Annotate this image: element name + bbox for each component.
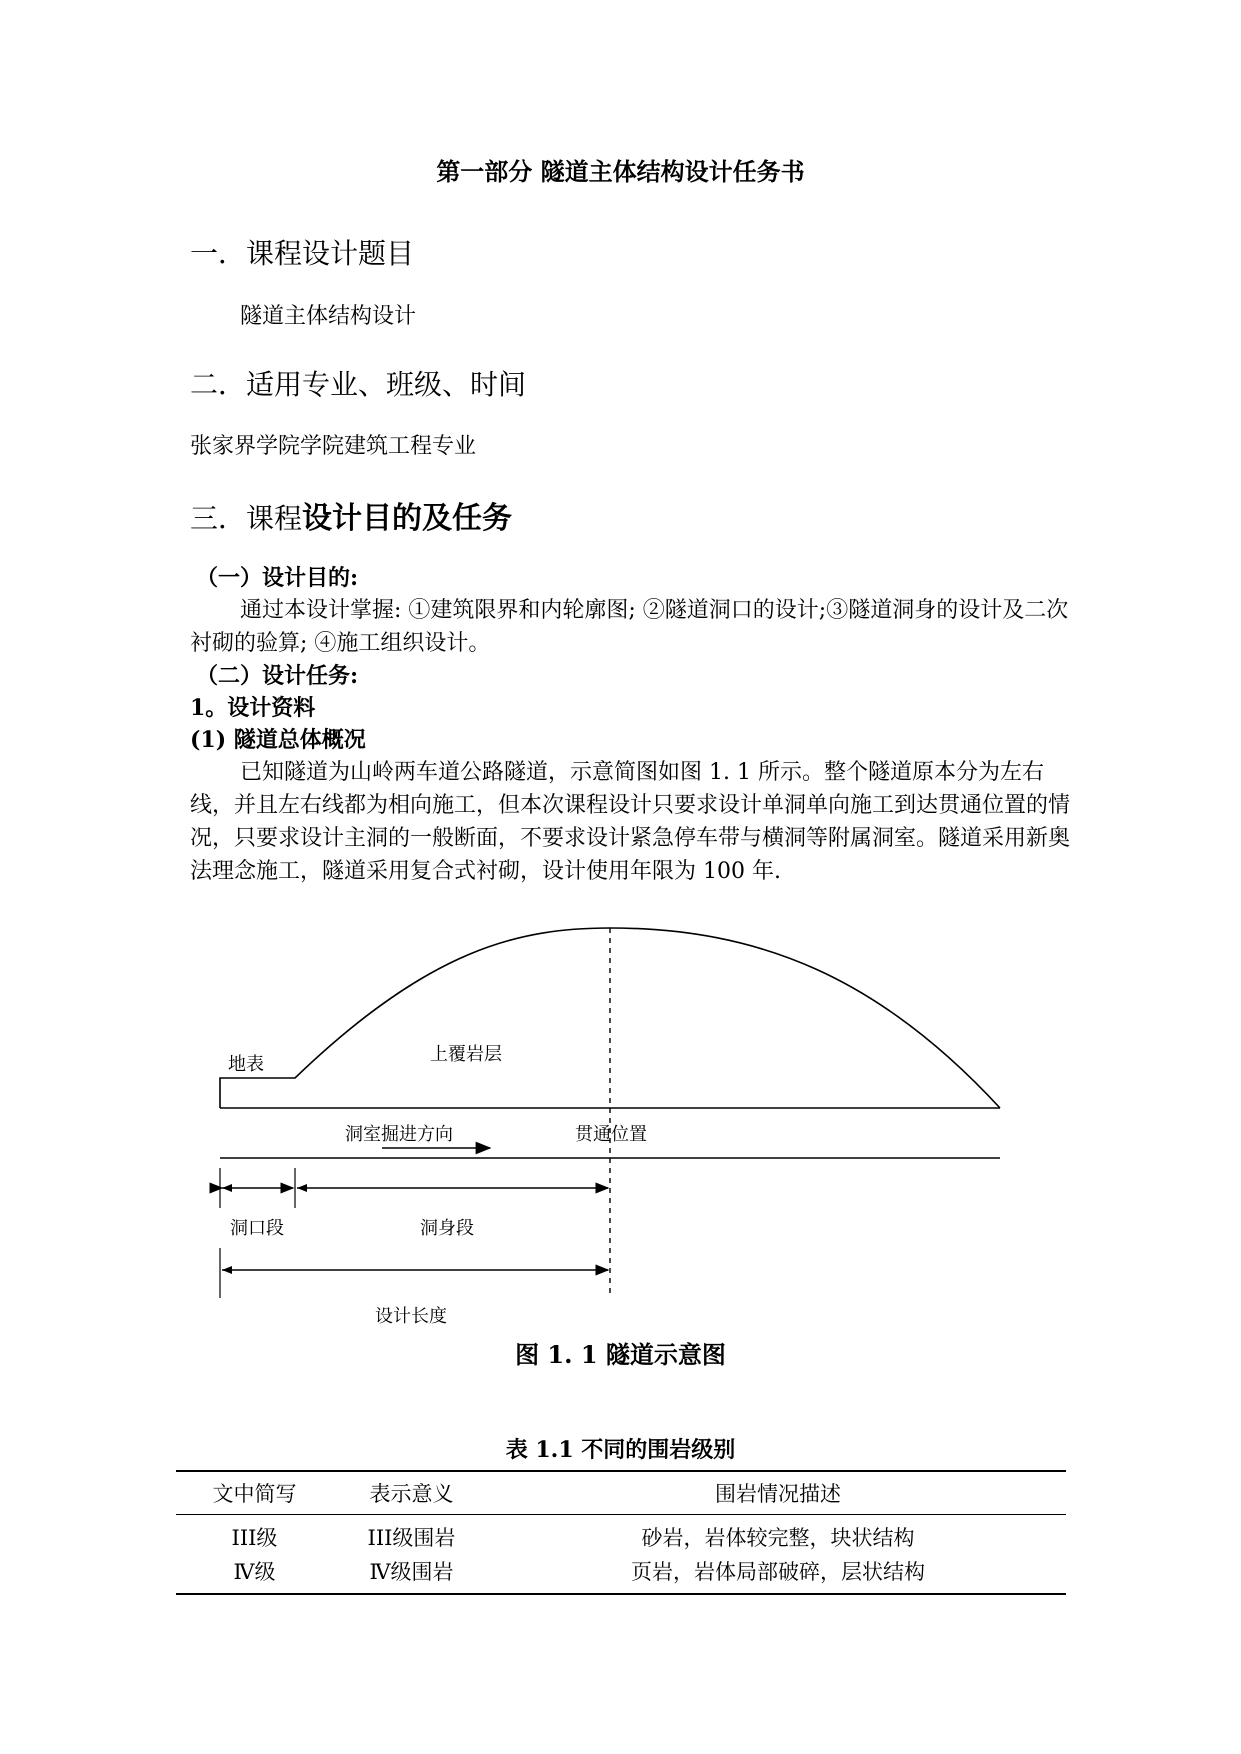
table-header-meaning: 表示意义 [333,1471,490,1515]
table-header-description: 围岩情况描述 [490,1471,1066,1515]
dim-design-arrow-left [222,1266,232,1274]
table-row [176,1515,1066,1555]
tasks-heading: （二）设计任务: [196,663,359,689]
table-header-row [176,1471,1066,1515]
tasks-sub-1: (1) 隧道总体概况 [190,727,366,753]
purpose-text: 通过本设计掌握: ①建筑限界和内轮廓图; ②隧道洞口的设计;③隧道洞身的设计及二次衬砌的验算; ④施工组织设计。 [190,598,1069,656]
table-caption: 表 1.1 不同的围岩级别 [505,1437,736,1463]
label-portal: 洞口段 [230,1218,284,1239]
tunnel-diagram [200,918,1040,1338]
table-cell-description: 砂岩，岩体较完整，块状结构 [641,1526,915,1550]
rock-level-table [176,1470,1066,1595]
dim-portal-arrow-left [222,1184,232,1192]
section-2-heading: 二．适用专业、班级、时间 [190,368,527,401]
table-header-abbr: 文中简写 [176,1471,333,1515]
table-cell-description: 页岩，岩体局部破碎，层状结构 [490,1554,1066,1594]
label-body: 洞身段 [420,1218,474,1239]
figure-caption: 图 1. 1 隧道示意图 [515,1340,726,1369]
section-1-heading: 一．课程设计题目 [190,237,415,270]
section-1-body: 隧道主体结构设计 [240,304,417,329]
label-direction: 洞室掘进方向 [345,1124,453,1145]
table-cell-abbr: III级 [231,1526,278,1550]
label-surface: 地表 [228,1054,264,1075]
section-3-heading-part-a: 三．课程 [190,502,303,535]
table-row [176,1554,1066,1594]
overview-paragraph [190,756,1070,888]
section-2-body: 张家界学院学院建筑工程专业 [190,434,477,459]
section-3-heading-part-b: 设计目的及任务 [302,501,513,536]
document-title: 第一部分 隧道主体结构设计任务书 [436,157,805,186]
label-overburden: 上覆岩层 [430,1044,502,1065]
section-3-heading [190,493,512,537]
overview-text: 已知隧道为山岭两车道公路隧道，示意简图如图 1. 1 所示。整个隧道原本分为左右线，并且左右线都为相向施工，但本次课程设计只要求设计单洞单向施工到达贯通位置的情况，只要求设计主洞的一般断面，不要求设计紧急停车带与横洞等附属洞室。隧道采用新奥法理念施工，隧道采用复合式衬砌，设计使用年限为 100 年. [190,760,1071,884]
label-breakthrough: 贯通位置 [575,1124,647,1145]
tasks-item-1: 1。设计资料 [190,695,316,721]
table-cell-abbr: Ⅳ级 [176,1554,333,1594]
dim-body-arrow-left [297,1184,307,1192]
table-cell-meaning: III级围岩 [367,1526,456,1550]
tunnel-diagram-svg [200,918,1040,1338]
purpose-paragraph [190,594,1070,660]
table-cell-meaning: Ⅳ级围岩 [333,1554,490,1594]
purpose-heading: （一）设计目的: [196,565,359,591]
label-design-length: 设计长度 [375,1306,447,1327]
